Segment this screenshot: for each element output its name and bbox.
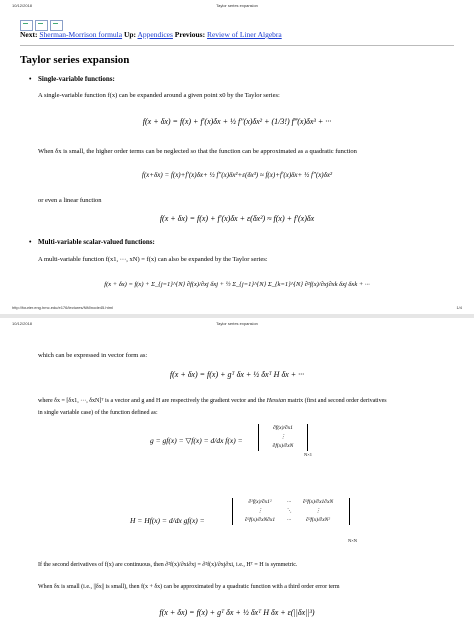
equation-2: f(x+δx) = f(x)+f′(x)δx+ ½ f″(x)δx²+ε(δx³) ≈ f(x)+f′(x)δx+ ½ f″(x)δx²	[141, 171, 333, 179]
equation-4: f(x + δx) = f(x) + Σ_{j=1}^{N} ∂f(x)/∂xj δxj + ½ Σ_{j=1}^{N} Σ_{k=1}^{N} ∂²f(x)/∂xj∂xk δxj δxk + ···	[104, 281, 370, 288]
paragraph-7: in single variable case) of the function defined as:	[38, 410, 158, 416]
hessian-entry: ∂²f(x)/∂x1²	[248, 499, 272, 505]
page-title: Taylor series expansion	[20, 54, 130, 66]
header-title: Taylor series expansion	[216, 3, 258, 8]
header-title: Taylor series expansion	[216, 321, 258, 326]
paragraph-6a: where δx = [δx1, ···, δxN]ᵀ is a vector and g and H are respectively the gradient vector and the	[38, 398, 266, 404]
paragraph-4: A multi-variable function f(x1, ···, xN) = f(x) can also be expanded by the Taylor series:	[38, 256, 268, 263]
hessian-entry: ···	[286, 517, 292, 523]
paragraph-2: When δx is small, the higher order terms can be neglected so that the function can be approximated as a quadratic function	[38, 148, 357, 155]
hessian-entry: ···	[286, 499, 292, 505]
page-header	[12, 321, 462, 326]
equation-5: f(x + δx) = f(x) + gᵀ δx + ½ δxᵀ H δx + ···	[169, 370, 305, 379]
bullet-single-variable: • Single-variable functions:	[38, 75, 115, 83]
paragraph-6b: matrix (first and second order derivatives	[287, 398, 387, 404]
paragraph-9: When δx is small (i.e., ||δx|| is small), then f(x + δx) can be approximated by a quadratic function with a third order error term	[38, 584, 340, 590]
page-header	[12, 3, 462, 8]
footer-page-number: 1/4	[456, 305, 462, 310]
nav-next-link[interactable]: Sherman-Morrison formula	[39, 30, 123, 39]
equation-3: f(x + δx) = f(x) + f′(x)δx + ε(δx²) ≈ f(x) + f′(x)δx	[159, 214, 315, 223]
gradient-dimension: N×1	[304, 452, 313, 457]
nav-next-label: Next:	[20, 30, 38, 39]
hessian-entry: ∂²f(x)/∂xN∂x1	[244, 517, 276, 523]
paragraph-1: A single-variable function f(x) can be expanded around a given point x0 by the Taylor series:	[38, 92, 280, 99]
hessian-entry: ⋱	[286, 508, 292, 514]
page-footer	[12, 305, 462, 310]
page-2	[0, 318, 474, 632]
hessian-matrix	[232, 498, 350, 525]
bullet-multi-variable: • Multi-variable scalar-valued functions:	[38, 238, 155, 246]
nav-bar	[20, 30, 282, 39]
equation-1: f(x + δx) = f(x) + f′(x)δx + ½ f″(x)δx² + (1/3!) f‴(x)δx³ + ···	[142, 117, 332, 126]
footer-url[interactable]: http://fourier.eng.hmc.edu/e176/lectures/NM/node45.html	[12, 305, 113, 310]
hessian-dimension: N×N	[348, 538, 358, 543]
gradient-entry: ∂f(x)/∂x1	[273, 425, 293, 431]
hessian-entry: ∂²f(x)/∂x1∂xN	[302, 499, 334, 505]
hessian-entry: ∂²f(x)/∂xN²	[305, 517, 330, 523]
paragraph-3: or even a linear function	[38, 197, 102, 204]
gradient-entry: ⋮	[280, 434, 286, 440]
nav-prev-label: Previous:	[174, 30, 206, 39]
header-date: 10/12/2018	[12, 3, 33, 8]
equation-8: f(x + δx) = f(x) + gᵀ δx + ½ δxᵀ H δx + ε(||δx||³)	[159, 608, 315, 617]
page-1	[0, 0, 474, 314]
gradient-vector	[258, 424, 308, 451]
nav-up-link[interactable]: Appendices	[137, 30, 173, 39]
hessian-entry: ⋮	[257, 508, 263, 514]
nav-up-label: Up:	[123, 30, 137, 39]
divider	[20, 45, 454, 46]
nav-prev-link[interactable]: Review of Liner Algebra	[206, 30, 282, 39]
paragraph-5: which can be expressed in vector form as:	[38, 352, 148, 359]
paragraph-6	[38, 398, 387, 404]
gradient-entry: ∂f(x)/∂xN	[272, 443, 294, 449]
equation-6: g = gf(x) = ▽f(x) = d/dx f(x) =	[150, 436, 243, 445]
hessian-entry: ⋮	[315, 508, 321, 514]
header-date: 10/12/2018	[12, 321, 33, 326]
equation-7: H = Hf(x) = d/dx gf(x) =	[130, 516, 205, 525]
hessian-term: Hessian	[266, 398, 286, 404]
paragraph-8: If the second derivatives of f(x) are continuous, then ∂²f(x)/∂xi∂xj = ∂²f(x)/∂xj∂xi, i.e., Hᵀ = H is symmetric.	[38, 562, 298, 568]
